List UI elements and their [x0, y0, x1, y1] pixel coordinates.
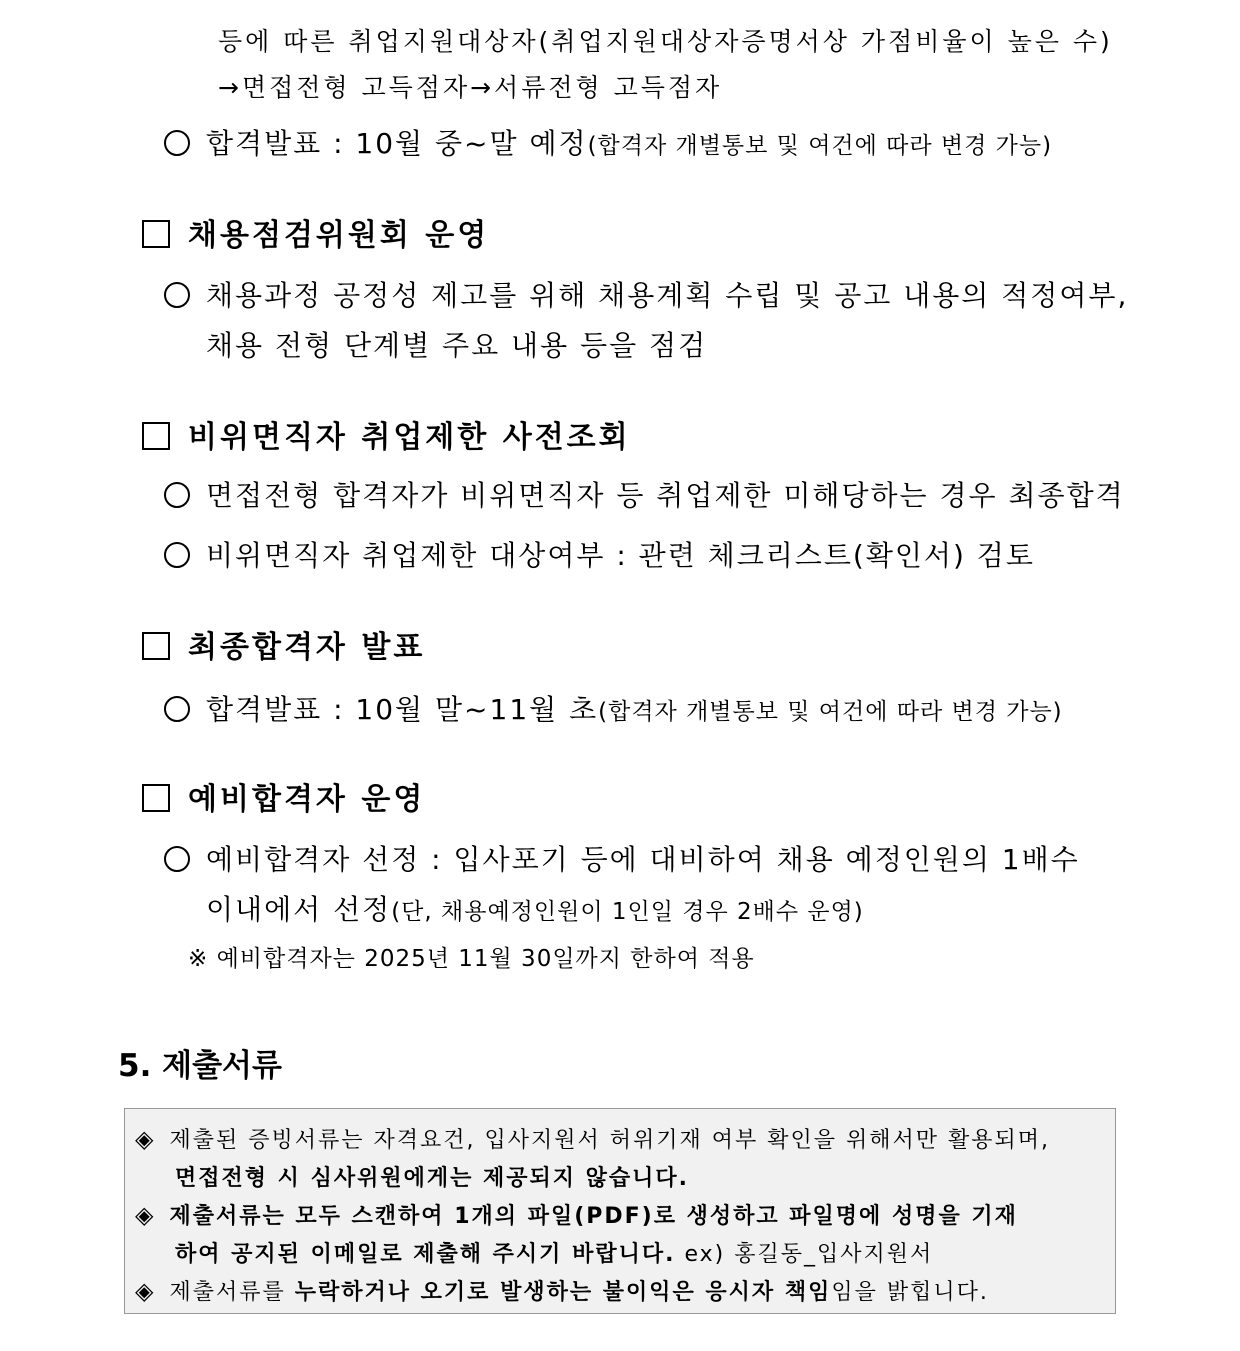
notice-3c: 임을 밝힙니다. [831, 1280, 989, 1305]
heading-text: 채용점검위원회 운영 [188, 218, 490, 253]
committee-item [164, 274, 1128, 314]
corruption-item-1 [164, 474, 1125, 514]
reserve-line-1: 예비합격자 선정 : 입사포기 등에 대비하여 채용 예정인원의 1배수 [206, 843, 1080, 876]
circle-bullet-icon [164, 542, 190, 568]
heading-text: 예비합격자 운영 [188, 782, 426, 817]
final-note: (합격자 개별통보 및 여건에 따라 변경 가능) [598, 699, 1063, 725]
circle-bullet-icon [164, 482, 190, 508]
circle-bullet-icon [164, 846, 190, 872]
diamond-bullet-icon: ◈ [135, 1201, 156, 1229]
circle-bullet-icon [164, 282, 190, 308]
corruption-item-1-text: 면접전형 합격자가 비위면직자 등 취업제한 미해당하는 경우 최종합격 [206, 479, 1125, 512]
heading-text: 최종합격자 발표 [188, 630, 426, 665]
final-announcement-item [164, 688, 1063, 728]
section-heading-corruption [142, 412, 631, 456]
reserve-item [164, 838, 1080, 878]
section-heading-committee [142, 210, 489, 254]
heading-text: 비위면직자 취업제한 사전조회 [188, 420, 631, 455]
continuation-line-1: 등에 따른 취업지원대상자(취업지원대상자증명서상 가점비율이 높은 수) [218, 27, 1113, 56]
checkbox-square-icon [142, 632, 170, 660]
corruption-item-2-text: 비위면직자 취업제한 대상여부 : 관련 체크리스트(확인서) 검토 [206, 539, 1035, 572]
checkbox-square-icon [142, 220, 170, 248]
diamond-bullet-icon: ◈ [135, 1125, 156, 1153]
notice-box [124, 1108, 1116, 1314]
notice-line-2b [175, 1237, 933, 1268]
committee-line-2: 채용 전형 단계별 주요 내용 등을 점검 [206, 329, 708, 362]
circle-bullet-icon [164, 130, 190, 156]
section-heading-reserve [142, 774, 425, 818]
reserve-remark: ※ 예비합격자는 2025년 11월 30일까지 한하여 적용 [188, 946, 755, 972]
section-heading-final [142, 622, 425, 666]
final-main: 합격발표 : 10월 말~11월 초 [206, 693, 599, 726]
notice-3a: 제출서류를 [169, 1280, 295, 1305]
notice-line-1 [135, 1123, 1050, 1154]
section-title-documents: 5. 제출서류 [118, 1048, 282, 1084]
reserve-line-2-note: (단, 채용예정인원이 1인일 경우 2배수 운영) [391, 899, 864, 925]
announcement-main: 합격발표 : 10월 중~말 예정 [206, 127, 588, 160]
checkbox-square-icon [142, 422, 170, 450]
notice-2b-bold: 하여 공지된 이메일로 제출해 주시기 바랍니다. [175, 1242, 676, 1267]
continuation-line-2: →면접전형 고득점자→서류전형 고득점자 [218, 73, 723, 102]
corruption-item-2 [164, 534, 1035, 574]
notice-line-1b: 면접전형 시 심사위원에게는 제공되지 않습니다. [175, 1166, 690, 1191]
announcement-item [164, 122, 1052, 162]
notice-2-text: 제출서류는 모두 스캔하여 1개의 파일(PDF)로 생성하고 파일명에 성명을 기재 [169, 1204, 1018, 1229]
announcement-note: (합격자 개별통보 및 여건에 따라 변경 가능) [587, 133, 1053, 159]
circle-bullet-icon [164, 696, 190, 722]
reserve-line-2 [206, 888, 864, 928]
notice-line-3 [135, 1275, 989, 1306]
reserve-line-2-main: 이내에서 선정 [206, 893, 392, 926]
diamond-bullet-icon: ◈ [135, 1277, 156, 1305]
checkbox-square-icon [142, 784, 170, 812]
notice-2b-example: ex) 홍길동_입사지원서 [675, 1242, 934, 1267]
notice-1-text: 제출된 증빙서류는 자격요건, 입사지원서 허위기재 여부 확인을 위해서만 활용되며, [169, 1128, 1050, 1153]
notice-line-2 [135, 1199, 1018, 1230]
committee-line-1: 채용과정 공정성 제고를 위해 채용계획 수립 및 공고 내용의 적정여부, [206, 279, 1129, 312]
notice-3b-bold: 누락하거나 오기로 발생하는 불이익은 응시자 책임 [294, 1280, 832, 1305]
